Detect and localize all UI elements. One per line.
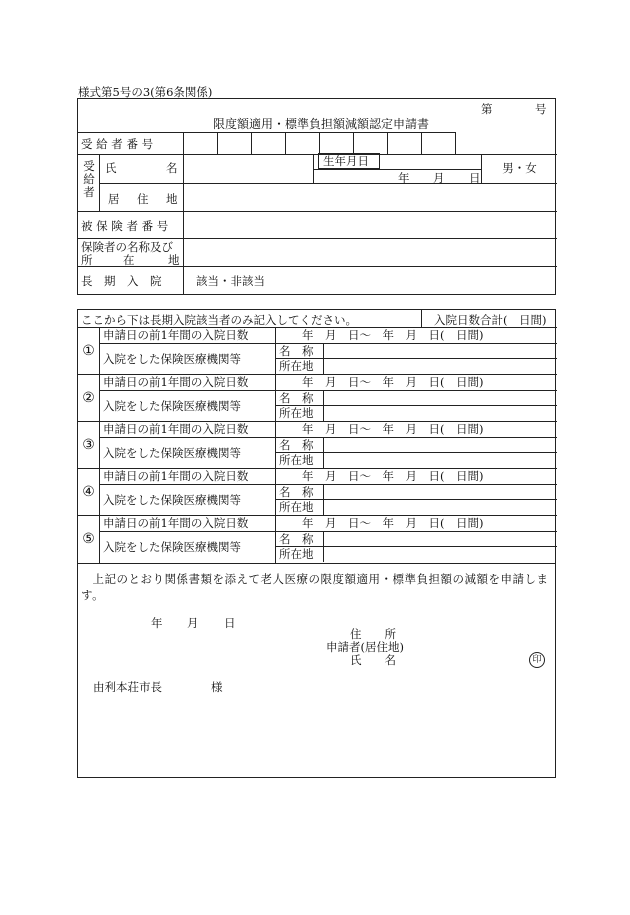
institution-address-label: 所在地 <box>276 500 324 515</box>
hospital-entry <box>78 516 557 563</box>
digit-box[interactable] <box>320 133 354 155</box>
long-term-select[interactable]: 該当・非該当 <box>196 274 265 288</box>
birth-label: 生年月日 <box>318 153 380 169</box>
institution-name-label: 名 称 <box>276 532 324 547</box>
days-label: 申請日の前1年間の入院日数 <box>100 422 276 438</box>
days-label: 申請日の前1年間の入院日数 <box>100 328 276 344</box>
institution-address-input[interactable] <box>324 359 557 374</box>
entry-number: ② <box>78 375 100 421</box>
institution-address-label: 所在地 <box>276 406 324 421</box>
institution-label: 入院をした保険医療機関等 <box>100 438 276 468</box>
name-input[interactable] <box>184 154 314 184</box>
days-value[interactable]: 年 月 日～ 年 月 日( 日間) <box>276 328 557 344</box>
institution-address-input[interactable] <box>324 453 557 468</box>
institution-label: 入院をした保険医療機関等 <box>100 532 276 563</box>
address-label-right: 地 <box>166 192 178 206</box>
birth-year: 年 <box>398 171 410 185</box>
birthdate-cell[interactable] <box>314 154 482 184</box>
hospital-entry <box>78 422 557 469</box>
entry-number: ① <box>78 328 100 374</box>
institution-address-input[interactable] <box>324 406 557 421</box>
name-label-right: 名 <box>166 161 178 175</box>
applicant-address-label: 住 所 <box>350 627 396 641</box>
insurer-label-line1: 保険者の名称及び <box>81 240 173 254</box>
insurer-label-right: 地 <box>168 253 180 267</box>
institution-address-label: 所在地 <box>276 453 324 468</box>
days-value[interactable]: 年 月 日～ 年 月 日( 日間) <box>276 422 557 438</box>
statement: 上記のとおり関係書類を添えて老人医療の限度額適用・標準負担額の減額を申請します。 <box>81 572 549 602</box>
birth-day: 日 <box>469 171 481 185</box>
digit-box[interactable] <box>388 133 422 155</box>
applicant-label: 申請者(居住地) <box>326 640 404 654</box>
number-label-right: 号 <box>535 102 547 116</box>
recipient-number-label: 受 給 者 番 号 <box>78 133 184 155</box>
date-month: 月 <box>187 616 199 630</box>
institution-label: 入院をした保険医療機関等 <box>100 485 276 515</box>
entry-number: ⑤ <box>78 516 100 563</box>
institution-name-input[interactable] <box>324 532 557 547</box>
name-label-left: 氏 <box>105 161 117 175</box>
long-term-label: 長 期 入 院 <box>78 267 184 294</box>
days-value[interactable]: 年 月 日～ 年 月 日( 日間) <box>276 516 557 532</box>
days-label: 申請日の前1年間の入院日数 <box>100 375 276 391</box>
institution-address-label: 所在地 <box>276 547 324 562</box>
institution-address-label: 所在地 <box>276 359 324 374</box>
institution-name-label: 名 称 <box>276 344 324 359</box>
recipient-vertical-cell <box>78 154 100 212</box>
applicant-name-label: 氏 名 <box>350 653 396 667</box>
hospital-entry <box>78 328 557 375</box>
institution-label: 入院をした保険医療機関等 <box>100 344 276 374</box>
institution-address-input[interactable] <box>324 500 557 515</box>
insurer-label-left: 所 <box>81 253 93 267</box>
address-input[interactable] <box>184 184 557 212</box>
digit-box[interactable] <box>354 133 388 155</box>
hospital-entry <box>78 469 557 516</box>
insured-number-input[interactable] <box>184 212 557 239</box>
section-2 <box>77 309 556 564</box>
name-label-cell <box>100 154 184 184</box>
institution-name-label: 名 称 <box>276 438 324 453</box>
days-label: 申請日の前1年間の入院日数 <box>100 469 276 485</box>
form-label: 様式第5号の3(第6条関係) <box>78 85 213 99</box>
address-label-mid: 住 <box>137 192 149 206</box>
section-1 <box>77 98 556 295</box>
days-label: 申請日の前1年間の入院日数 <box>100 516 276 532</box>
long-term-instruction: ここから下は長期入院該当者のみ記入してください。 <box>81 313 357 327</box>
digit-box[interactable] <box>184 133 218 155</box>
digit-box[interactable] <box>218 133 252 155</box>
gender-select[interactable]: 男・女 <box>482 154 557 184</box>
date-day: 日 <box>224 616 236 630</box>
section-3 <box>77 563 556 778</box>
insurer-input[interactable] <box>184 239 557 267</box>
seal-mark: 印 <box>529 652 545 668</box>
number-label-left: 第 <box>481 102 493 116</box>
birth-month: 月 <box>433 171 445 185</box>
recipient-vertical-char: 給 <box>83 172 95 186</box>
digit-box[interactable] <box>286 133 320 155</box>
insurer-label-mid: 在 <box>123 253 135 267</box>
institution-label: 入院をした保険医療機関等 <box>100 391 276 421</box>
total-days-label: 入院日数合計( 日間) <box>434 313 547 327</box>
entry-number: ③ <box>78 422 100 468</box>
addressee: 由利本荘市長 <box>93 680 162 694</box>
institution-name-label: 名 称 <box>276 391 324 406</box>
institution-name-input[interactable] <box>324 344 557 359</box>
total-days-cell[interactable] <box>421 310 557 327</box>
date-year: 年 <box>151 616 163 630</box>
insurer-label-cell <box>78 239 184 267</box>
address-label-cell <box>100 184 184 212</box>
institution-name-input[interactable] <box>324 485 557 500</box>
days-value[interactable]: 年 月 日～ 年 月 日( 日間) <box>276 375 557 391</box>
recipient-number-row <box>77 132 557 155</box>
digit-box[interactable] <box>252 133 286 155</box>
digit-box[interactable] <box>422 133 456 155</box>
institution-name-input[interactable] <box>324 391 557 406</box>
entry-number: ④ <box>78 469 100 515</box>
days-value[interactable]: 年 月 日～ 年 月 日( 日間) <box>276 469 557 485</box>
recipient-vertical-char: 受 <box>83 159 95 173</box>
hospital-entry <box>78 375 557 422</box>
form-title: 限度額適用・標準負担額減額認定申請書 <box>213 117 430 131</box>
institution-address-input[interactable] <box>324 547 557 562</box>
institution-name-input[interactable] <box>324 438 557 453</box>
recipient-vertical-char: 者 <box>83 185 95 199</box>
address-label-left: 居 <box>108 192 120 206</box>
honorific: 様 <box>211 680 223 694</box>
insured-number-label: 被 保 険 者 番 号 <box>78 212 184 239</box>
institution-name-label: 名 称 <box>276 485 324 500</box>
